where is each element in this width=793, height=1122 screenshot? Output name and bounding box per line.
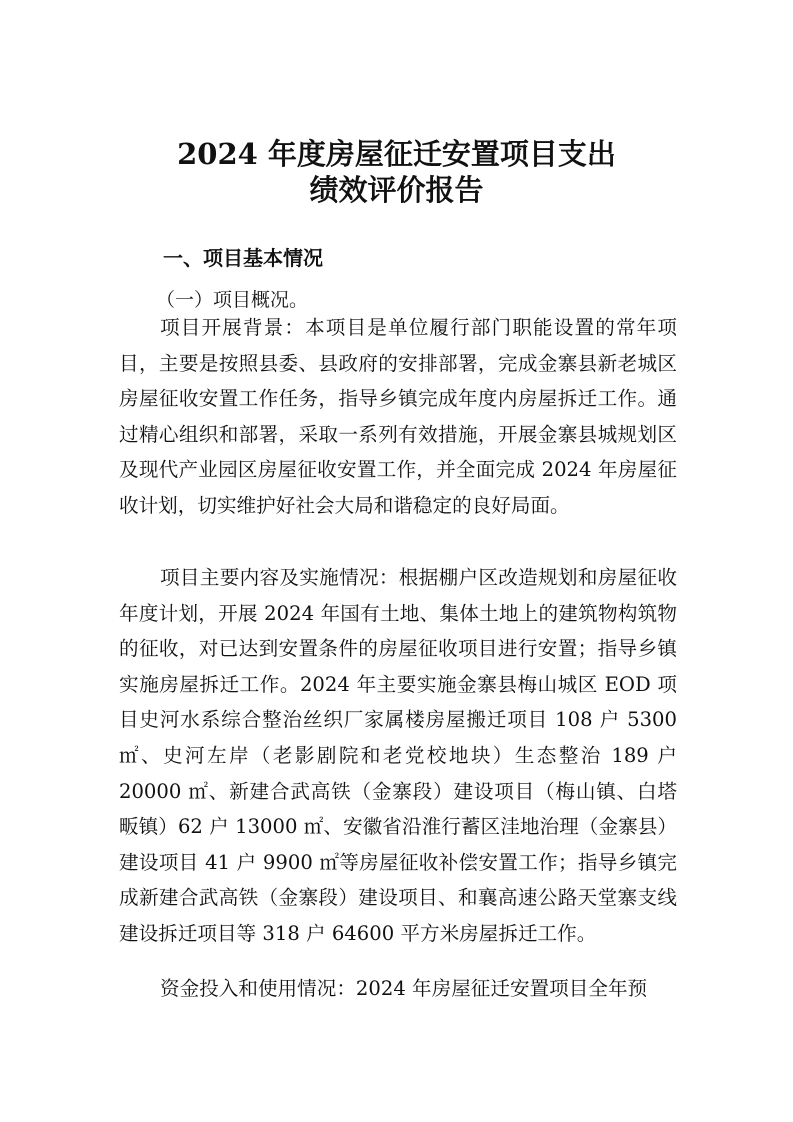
paragraph-project-content: 项目主要内容及实施情况：根据棚户区改造规划和房屋征收年度计划，开展 2024 年国有土地、集体土地上的建筑物构筑物的征收，对已达到安置条件的房屋征收项目进行安置；指导乡镇实施房屋拆迁工作。2024 年主要实施金寨县梅山城区 EOD 项目史河水系综合整治丝织厂家属楼房屋搬迁项目 108 户 5300 ㎡、史河左岸（老影剧院和老党校地块）生态整治 189 户 20000 ㎡、新建合武高铁（金寨段）建设项目（梅山镇、白塔畈镇）62 户 13000 ㎡、安徽省沿淮行蓄区洼地治理（金寨县）建设项目 41 户 9900 ㎡等房屋征收补偿安置工作；指导乡镇完成新建合武高铁（金寨段）建设项目、和襄高速公路天堂寨支线建设拆迁项目等 318 户 64600 平方米房屋拆迁工作。 xyxy=(119,566,677,945)
section-heading-project-basics: 一、项目基本情况 xyxy=(163,246,323,270)
subsection-heading-project-overview: （一）项目概况。 xyxy=(156,289,309,311)
report-title-line2: 绩效评价报告 xyxy=(309,173,484,207)
report-title-line1: 2024 年度房屋征迁安置项目支出 xyxy=(177,137,616,171)
paragraph-funding: 资金投入和使用情况：2024 年房屋征迁安置项目全年预 xyxy=(160,977,648,1000)
paragraph-project-background: 项目开展背景：本项目是单位履行部门职能设置的常年项目，主要是按照县委、县政府的安排部署，完成金寨县新老城区房屋征收安置工作任务，指导乡镇完成年度内房屋拆迁工作。通过精心组织和部署，采取一系列有效措施，开展金寨县城规划区及现代产业园区房屋征收安置工作，并全面完成 2024 年房屋征收计划，切实维护好社会大局和谐稳定的良好局面。 xyxy=(119,316,677,517)
